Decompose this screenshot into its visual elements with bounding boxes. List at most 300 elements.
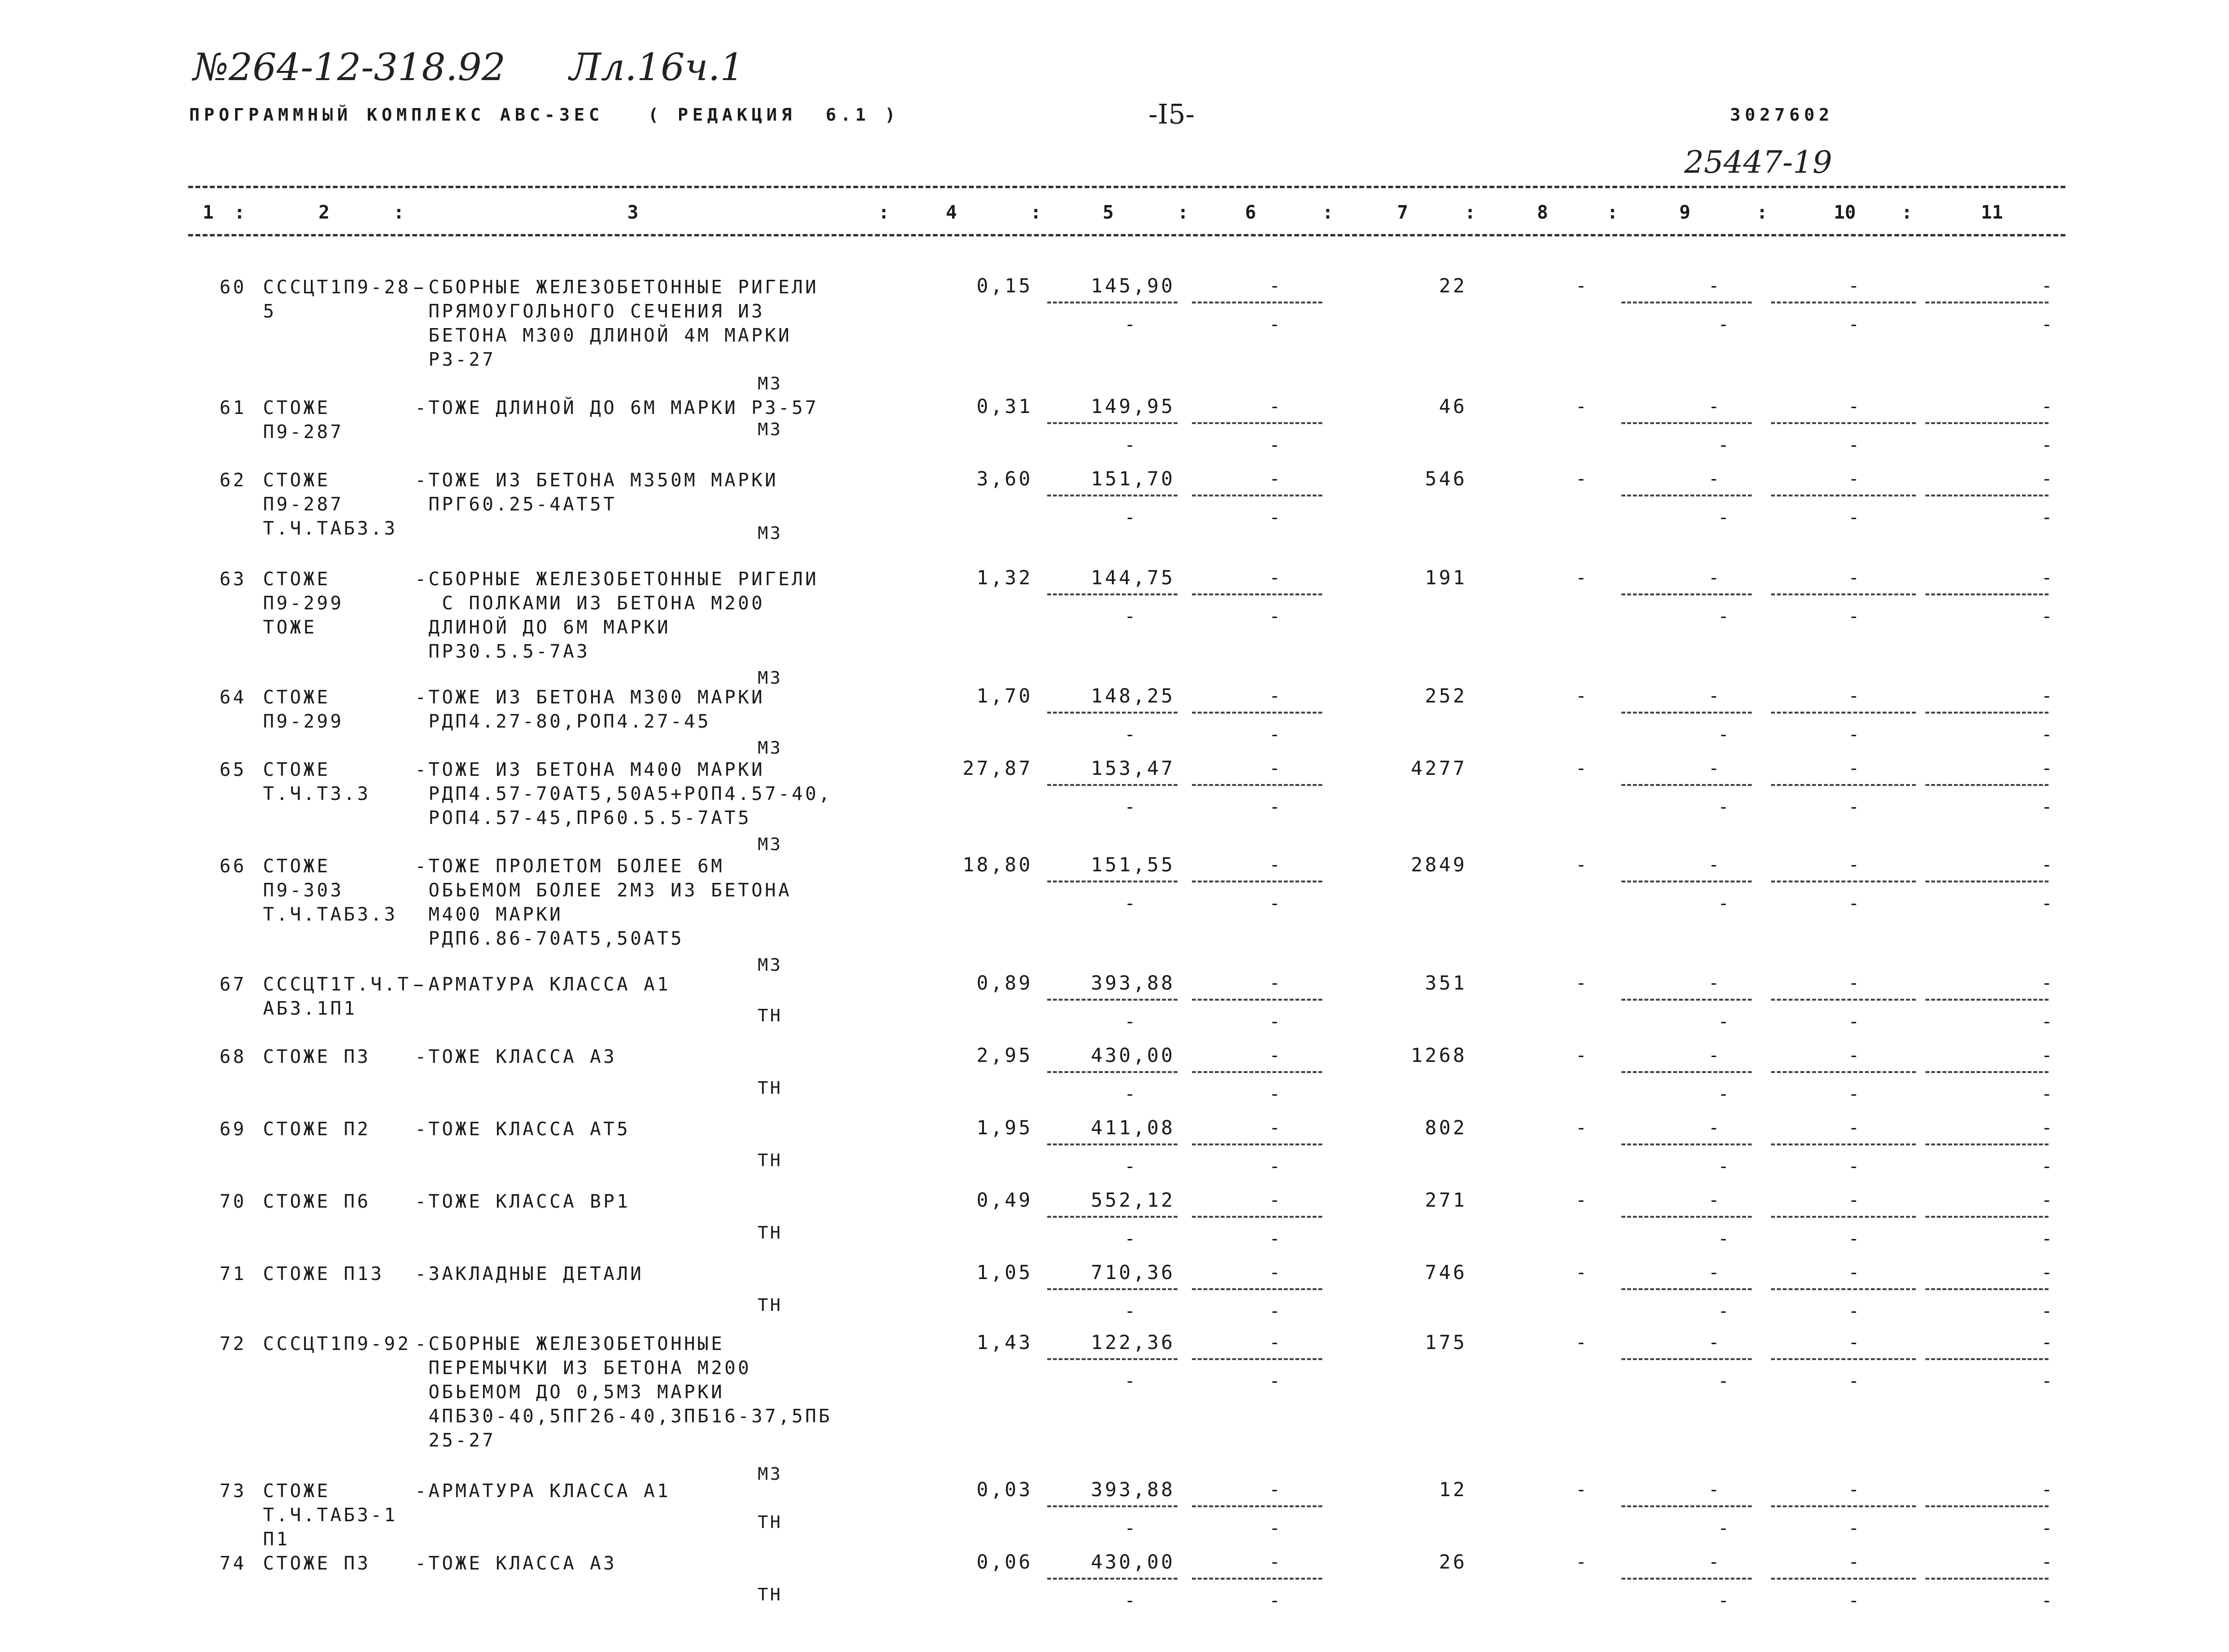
row-quantity: 18,80 <box>962 854 1033 876</box>
row-col9-sub: - <box>1718 1083 1729 1104</box>
row-number: 64 <box>220 687 247 708</box>
row-description: -СБОРНЫЕ ЖЕЛЕЗОБЕТОННЫЕ ПЕРЕМЫЧКИ ИЗ БЕТОНА М200 ОБЬЕМОМ ДО 0,5М3 МАРКИ 4ПБ30-40,5ПГ26-40,3ПБ16-37,5ПБ 25-27 <box>415 1333 832 1451</box>
column-header-9: : <box>1177 202 1189 223</box>
row-number: 71 <box>220 1263 247 1284</box>
row-col8: - <box>1576 567 1587 588</box>
column-header-6: 4 <box>946 202 957 223</box>
row-col6: - <box>1269 854 1280 875</box>
row-number: 68 <box>220 1046 247 1067</box>
column-header-19: : <box>1901 202 1912 223</box>
row-col6: - <box>1269 1262 1280 1283</box>
col10-rule <box>1771 881 1916 882</box>
row-col6-sub: - <box>1269 1590 1280 1611</box>
col10-rule <box>1771 1071 1916 1073</box>
row-col9-mark: - <box>1708 1332 1719 1353</box>
row-col11-mark: - <box>2041 275 2052 296</box>
row-number: 61 <box>220 397 247 418</box>
row-col7: 746 <box>1425 1262 1467 1284</box>
row-col9-sub: - <box>1718 1156 1729 1177</box>
row-col6: - <box>1269 685 1280 706</box>
row-unit: М3 <box>758 420 783 440</box>
col9-rule <box>1621 1216 1752 1218</box>
column-header-20: 11 <box>1981 202 2003 223</box>
price-rule <box>1047 302 1177 303</box>
row-col10-mark: - <box>1848 1262 1859 1283</box>
col10-rule <box>1771 1143 1916 1145</box>
row-price: 122,36 <box>1091 1332 1175 1354</box>
row-col6-sub: - <box>1269 1300 1280 1322</box>
row-col10-sub: - <box>1848 1370 1859 1391</box>
row-unit: М3 <box>758 835 783 854</box>
row-col9-mark: - <box>1708 567 1719 588</box>
row-description: -ТОЖЕ ИЗ БЕТОНА М400 МАРКИ РДП4.57-70АТ5,50А5+РОП4.57-40, РОП4.57-45,ПР60.5.5-7АТ5 <box>415 759 832 828</box>
row-col10-sub: - <box>1848 434 1859 455</box>
row-code: СТОЖЕ Т.Ч.Т3.3 <box>263 759 371 804</box>
row-col11-sub: - <box>2041 1083 2052 1104</box>
row-col7: 4277 <box>1411 757 1467 780</box>
row-code: СССЦТ1П9-92 <box>263 1333 411 1354</box>
row-number: 74 <box>220 1553 247 1574</box>
price-rule <box>1047 1505 1177 1507</box>
header-bottom-rule <box>188 234 2065 236</box>
row-col5-sub: - <box>1124 1517 1135 1539</box>
row-description: -ТОЖЕ КЛАССА АТ5 <box>415 1118 631 1140</box>
row-col7: 351 <box>1425 972 1467 994</box>
row-quantity: 0,06 <box>976 1551 1033 1573</box>
col11-rule <box>1925 1143 2049 1145</box>
row-description: -АРМАТУРА КЛАССА А1 <box>415 1480 671 1501</box>
column-header-4: 3 <box>627 202 638 223</box>
row-col11-mark: - <box>2041 1189 2052 1211</box>
row-col8: - <box>1576 757 1587 779</box>
row-unit: М3 <box>758 955 783 975</box>
col11-rule <box>1925 1071 2049 1073</box>
row-unit: М3 <box>758 374 783 394</box>
col6-rule <box>1192 1143 1322 1145</box>
row-col8: - <box>1576 275 1587 296</box>
row-col5-sub: - <box>1124 314 1135 335</box>
row-col11-sub: - <box>2041 434 2052 455</box>
row-col5-sub: - <box>1124 507 1135 528</box>
row-number: 60 <box>220 276 247 298</box>
price-rule <box>1047 593 1177 595</box>
row-col6: - <box>1269 567 1280 588</box>
row-col6-sub: - <box>1269 893 1280 914</box>
column-header-5: : <box>878 202 889 223</box>
col6-rule <box>1192 881 1322 882</box>
row-description: -ЗАКЛАДНЫЕ ДЕТАЛИ <box>415 1263 644 1284</box>
price-rule <box>1047 495 1177 496</box>
row-col11-sub: - <box>2041 893 2052 914</box>
row-col7: 802 <box>1425 1117 1467 1139</box>
row-quantity: 1,43 <box>976 1332 1033 1354</box>
row-description: -ТОЖЕ ПРОЛЕТОМ БОЛЕЕ 6М ОБЬЕМОМ БОЛЕЕ 2М3 ИЗ БЕТОНА М400 МАРКИ РДП6.86-70АТ5,50АТ5 <box>415 855 792 949</box>
row-col10-sub: - <box>1848 796 1859 817</box>
row-col7: 12 <box>1439 1479 1467 1501</box>
row-code: СТОЖЕ П9-299 ТОЖЕ <box>263 568 344 638</box>
row-col11-sub: - <box>2041 1517 2052 1539</box>
row-col9-mark: - <box>1708 1262 1719 1283</box>
row-number: 72 <box>220 1333 247 1354</box>
row-col11-mark: - <box>2041 854 2052 875</box>
row-unit: ТН <box>758 1513 783 1532</box>
row-quantity: 0,31 <box>976 396 1033 418</box>
row-col11-sub: - <box>2041 606 2052 627</box>
row-col11-mark: - <box>2041 1332 2052 1353</box>
row-unit: М3 <box>758 738 783 758</box>
row-col11-mark: - <box>2041 1479 2052 1500</box>
col11-rule <box>1925 712 2049 714</box>
row-col9-mark: - <box>1708 1551 1719 1572</box>
col6-rule <box>1192 1505 1322 1507</box>
row-col11-mark: - <box>2041 1551 2052 1572</box>
price-rule <box>1047 1358 1177 1360</box>
row-quantity: 1,70 <box>976 685 1033 707</box>
row-col8: - <box>1576 1117 1587 1138</box>
col6-rule <box>1192 1578 1322 1580</box>
row-price: 144,75 <box>1091 567 1175 589</box>
column-header-14: 8 <box>1537 202 1548 223</box>
row-col10-mark: - <box>1848 1332 1859 1353</box>
sheet-reference: Лл.16ч.1 <box>569 46 744 89</box>
col9-rule <box>1621 881 1752 882</box>
row-col7: 191 <box>1425 567 1467 589</box>
row-col8: - <box>1576 468 1587 489</box>
row-description: -ТОЖЕ КЛАССА А3 <box>415 1046 617 1067</box>
row-description: -ТОЖЕ ИЗ БЕТОНА М300 МАРКИ РДП4.27-80,РОП4.27-45 <box>415 687 765 732</box>
row-col7: 46 <box>1439 396 1467 418</box>
row-col9-sub: - <box>1718 314 1729 335</box>
row-description: -ТОЖЕ ДЛИНОЙ ДО 6М МАРКИ Р3-57 <box>415 397 819 418</box>
row-col6-sub: - <box>1269 1011 1280 1032</box>
row-col8: - <box>1576 1262 1587 1283</box>
row-col10-mark: - <box>1848 396 1859 417</box>
col9-rule <box>1621 1505 1752 1507</box>
row-col9-mark: - <box>1708 1045 1719 1066</box>
column-header-10: 6 <box>1245 202 1256 223</box>
row-col9-mark: - <box>1708 972 1719 993</box>
row-price: 145,90 <box>1091 275 1175 297</box>
page-number: -I5- <box>1149 99 1195 130</box>
row-quantity: 0,15 <box>976 275 1033 297</box>
row-col10-mark: - <box>1848 275 1859 296</box>
col6-rule <box>1192 302 1322 303</box>
col6-rule <box>1192 999 1322 1001</box>
row-col9-mark: - <box>1708 1117 1719 1138</box>
row-col10-sub: - <box>1848 1590 1859 1611</box>
price-rule <box>1047 1216 1177 1218</box>
row-col7: 1268 <box>1411 1045 1467 1067</box>
row-price: 710,36 <box>1091 1262 1175 1284</box>
header-top-rule <box>188 186 2065 188</box>
row-price: 430,00 <box>1091 1045 1175 1067</box>
row-col11-sub: - <box>2041 507 2052 528</box>
row-col9-sub: - <box>1718 507 1729 528</box>
row-code: СССЦТ1П9-28- 5 <box>263 276 425 322</box>
col9-rule <box>1621 302 1752 303</box>
row-col6: - <box>1269 396 1280 417</box>
row-description: -АРМАТУРА КЛАССА А1 <box>415 974 671 995</box>
row-unit: ТН <box>758 1585 783 1605</box>
row-col6: - <box>1269 757 1280 779</box>
row-col7: 26 <box>1439 1551 1467 1573</box>
col10-rule <box>1771 495 1916 496</box>
col11-rule <box>1925 302 2049 303</box>
row-unit: М3 <box>758 523 783 543</box>
row-col10-sub: - <box>1848 314 1859 335</box>
row-col10-mark: - <box>1848 1117 1859 1138</box>
row-col6: - <box>1269 1117 1280 1138</box>
col11-rule <box>1925 593 2049 595</box>
col10-rule <box>1771 1578 1916 1580</box>
row-col9-mark: - <box>1708 757 1719 779</box>
row-code: СТОЖЕ П6 <box>263 1191 371 1212</box>
row-col7: 546 <box>1425 468 1467 490</box>
document-code: 3027602 <box>1730 105 1834 125</box>
row-col9-mark: - <box>1708 396 1719 417</box>
column-header-15: : <box>1607 202 1618 223</box>
row-col11-sub: - <box>2041 1370 2052 1391</box>
row-unit: ТН <box>758 1151 783 1170</box>
row-number: 70 <box>220 1191 247 1212</box>
col10-rule <box>1771 1505 1916 1507</box>
row-col10-mark: - <box>1848 567 1859 588</box>
row-description: -ТОЖЕ КЛАССА ВР1 <box>415 1191 631 1212</box>
row-col9-sub: - <box>1718 1370 1729 1391</box>
row-col8: - <box>1576 396 1587 417</box>
row-col11-sub: - <box>2041 1300 2052 1322</box>
row-col5-sub: - <box>1124 893 1135 914</box>
row-col10-sub: - <box>1848 893 1859 914</box>
row-col9-sub: - <box>1718 434 1729 455</box>
row-col5-sub: - <box>1124 796 1135 817</box>
row-number: 66 <box>220 855 247 877</box>
row-col9-mark: - <box>1708 685 1719 706</box>
row-col7: 22 <box>1439 275 1467 297</box>
row-col10-mark: - <box>1848 468 1859 489</box>
col9-rule <box>1621 1358 1752 1360</box>
column-header-17: : <box>1757 202 1768 223</box>
row-code: СТОЖЕ П9-299 <box>263 687 344 732</box>
row-description: -СБОРНЫЕ ЖЕЛЕЗОБЕТОННЫЕ РИГЕЛИ С ПОЛКАМИ ИЗ БЕТОНА М200 ДЛИНОЙ ДО 6М МАРКИ ПР30.5.5-7А3 <box>415 568 819 662</box>
row-col9-mark: - <box>1708 854 1719 875</box>
row-price: 151,70 <box>1091 468 1175 490</box>
row-col6: - <box>1269 468 1280 489</box>
column-header-7: : <box>1030 202 1041 223</box>
row-quantity: 1,95 <box>976 1117 1033 1139</box>
col6-rule <box>1192 1358 1322 1360</box>
row-unit: ТН <box>758 1295 783 1315</box>
row-col11-sub: - <box>2041 1228 2052 1249</box>
row-col11-mark: - <box>2041 1117 2052 1138</box>
row-number: 67 <box>220 974 247 995</box>
row-col11-sub: - <box>2041 1011 2052 1032</box>
row-number: 63 <box>220 568 247 590</box>
row-col11-sub: - <box>2041 724 2052 745</box>
row-col9-sub: - <box>1718 1011 1729 1032</box>
row-col6: - <box>1269 1045 1280 1066</box>
col6-rule <box>1192 1288 1322 1290</box>
row-col5-sub: - <box>1124 1083 1135 1104</box>
row-col5-sub: - <box>1124 1228 1135 1249</box>
row-description: -ТОЖЕ КЛАССА А3 <box>415 1553 617 1574</box>
row-col10-sub: - <box>1848 724 1859 745</box>
row-code: СТОЖЕ П9-303 Т.Ч.ТАБ3.3 <box>263 855 398 925</box>
row-col10-mark: - <box>1848 1479 1859 1500</box>
document-number: №264-12-318.92 <box>193 46 506 89</box>
row-price: 430,00 <box>1091 1551 1175 1573</box>
col11-rule <box>1925 1505 2049 1507</box>
row-col6: - <box>1269 275 1280 296</box>
row-col10-mark: - <box>1848 757 1859 779</box>
row-col10-mark: - <box>1848 972 1859 993</box>
col10-rule <box>1771 1358 1916 1360</box>
col11-rule <box>1925 495 2049 496</box>
column-header-18: 10 <box>1834 202 1856 223</box>
row-code: СССЦТ1Т.Ч.Т- АБ3.1П1 <box>263 974 425 1019</box>
col6-rule <box>1192 1071 1322 1073</box>
row-code: СТОЖЕ П3 <box>263 1046 371 1067</box>
column-header-2: 2 <box>318 202 330 223</box>
row-price: 393,88 <box>1091 1479 1175 1501</box>
row-col7: 271 <box>1425 1189 1467 1211</box>
row-col10-sub: - <box>1848 1517 1859 1539</box>
row-col11-mark: - <box>2041 1262 2052 1283</box>
row-col5-sub: - <box>1124 1370 1135 1391</box>
row-col10-sub: - <box>1848 1011 1859 1032</box>
col10-rule <box>1771 593 1916 595</box>
col9-rule <box>1621 495 1752 496</box>
col11-rule <box>1925 999 2049 1001</box>
col9-rule <box>1621 1578 1752 1580</box>
row-quantity: 2,95 <box>976 1045 1033 1067</box>
row-col9-mark: - <box>1708 468 1719 489</box>
row-col8: - <box>1576 1045 1587 1066</box>
row-col10-sub: - <box>1848 1083 1859 1104</box>
col10-rule <box>1771 1216 1916 1218</box>
col11-rule <box>1925 1578 2049 1580</box>
row-col8: - <box>1576 1479 1587 1500</box>
row-col11-mark: - <box>2041 468 2052 489</box>
row-col5-sub: - <box>1124 1590 1135 1611</box>
row-col10-sub: - <box>1848 1228 1859 1249</box>
col11-rule <box>1925 1216 2049 1218</box>
col9-rule <box>1621 1143 1752 1145</box>
row-quantity: 0,89 <box>976 972 1033 994</box>
row-col6-sub: - <box>1269 606 1280 627</box>
row-col5-sub: - <box>1124 1156 1135 1177</box>
row-col11-mark: - <box>2041 567 2052 588</box>
row-col11-mark: - <box>2041 685 2052 706</box>
column-header-1: : <box>234 202 245 223</box>
row-col6-sub: - <box>1269 1517 1280 1539</box>
row-price: 149,95 <box>1091 396 1175 418</box>
row-code: СТОЖЕ П3 <box>263 1553 371 1574</box>
row-col8: - <box>1576 1551 1587 1572</box>
col6-rule <box>1192 593 1322 595</box>
price-rule <box>1047 422 1177 424</box>
col6-rule <box>1192 712 1322 714</box>
row-col7: 252 <box>1425 685 1467 707</box>
col10-rule <box>1771 422 1916 424</box>
column-header-16: 9 <box>1679 202 1690 223</box>
col9-rule <box>1621 1071 1752 1073</box>
col9-rule <box>1621 712 1752 714</box>
row-col5-sub: - <box>1124 1011 1135 1032</box>
row-col6-sub: - <box>1269 434 1280 455</box>
column-header-12: 7 <box>1397 202 1408 223</box>
row-code: СТОЖЕ Т.Ч.ТАБ3-1 П1 <box>263 1480 398 1550</box>
row-col5-sub: - <box>1124 434 1135 455</box>
row-col6: - <box>1269 1189 1280 1211</box>
row-col9-sub: - <box>1718 1517 1729 1539</box>
row-unit: ТН <box>758 1006 783 1026</box>
row-col8: - <box>1576 972 1587 993</box>
row-col9-mark: - <box>1708 275 1719 296</box>
row-price: 148,25 <box>1091 685 1175 707</box>
row-col5-sub: - <box>1124 1300 1135 1322</box>
price-rule <box>1047 881 1177 882</box>
row-col6-sub: - <box>1269 1228 1280 1249</box>
col11-rule <box>1925 1358 2049 1360</box>
row-quantity: 0,49 <box>976 1189 1033 1211</box>
col9-rule <box>1621 1288 1752 1290</box>
row-code: СТОЖЕ П2 <box>263 1118 371 1140</box>
row-col7: 2849 <box>1411 854 1467 876</box>
row-col6: - <box>1269 1332 1280 1353</box>
row-col8: - <box>1576 685 1587 706</box>
row-code: СТОЖЕ П9-287 <box>263 397 344 442</box>
row-col6: - <box>1269 1479 1280 1500</box>
row-col9-sub: - <box>1718 796 1729 817</box>
row-col11-sub: - <box>2041 1156 2052 1177</box>
row-col6-sub: - <box>1269 1156 1280 1177</box>
row-col11-sub: - <box>2041 1590 2052 1611</box>
column-header-11: : <box>1322 202 1333 223</box>
row-col11-mark: - <box>2041 396 2052 417</box>
row-col6: - <box>1269 972 1280 993</box>
row-price: 153,47 <box>1091 757 1175 780</box>
col9-rule <box>1621 999 1752 1001</box>
row-col6-sub: - <box>1269 1370 1280 1391</box>
row-number: 65 <box>220 759 247 780</box>
row-col9-sub: - <box>1718 1228 1729 1249</box>
row-col5-sub: - <box>1124 606 1135 627</box>
row-col9-sub: - <box>1718 1590 1729 1611</box>
row-col11-mark: - <box>2041 1045 2052 1066</box>
row-quantity: 3,60 <box>976 468 1033 490</box>
row-unit: М3 <box>758 668 783 688</box>
col11-rule <box>1925 881 2049 882</box>
row-code: СТОЖЕ П13 <box>263 1263 384 1284</box>
price-rule <box>1047 999 1177 1001</box>
row-quantity: 0,03 <box>976 1479 1033 1501</box>
handwritten-code: 25447-19 <box>1684 145 1832 180</box>
row-code: СТОЖЕ П9-287 Т.Ч.ТАБ3.3 <box>263 469 398 539</box>
row-col6-sub: - <box>1269 314 1280 335</box>
row-col5-sub: - <box>1124 724 1135 745</box>
column-header-3: : <box>393 202 404 223</box>
price-rule <box>1047 1143 1177 1145</box>
price-rule <box>1047 784 1177 786</box>
row-number: 62 <box>220 469 247 491</box>
col9-rule <box>1621 593 1752 595</box>
col10-rule <box>1771 1288 1916 1290</box>
row-number: 69 <box>220 1118 247 1140</box>
column-header-13: : <box>1465 202 1476 223</box>
row-col6: - <box>1269 1551 1280 1572</box>
row-col11-mark: - <box>2041 757 2052 779</box>
